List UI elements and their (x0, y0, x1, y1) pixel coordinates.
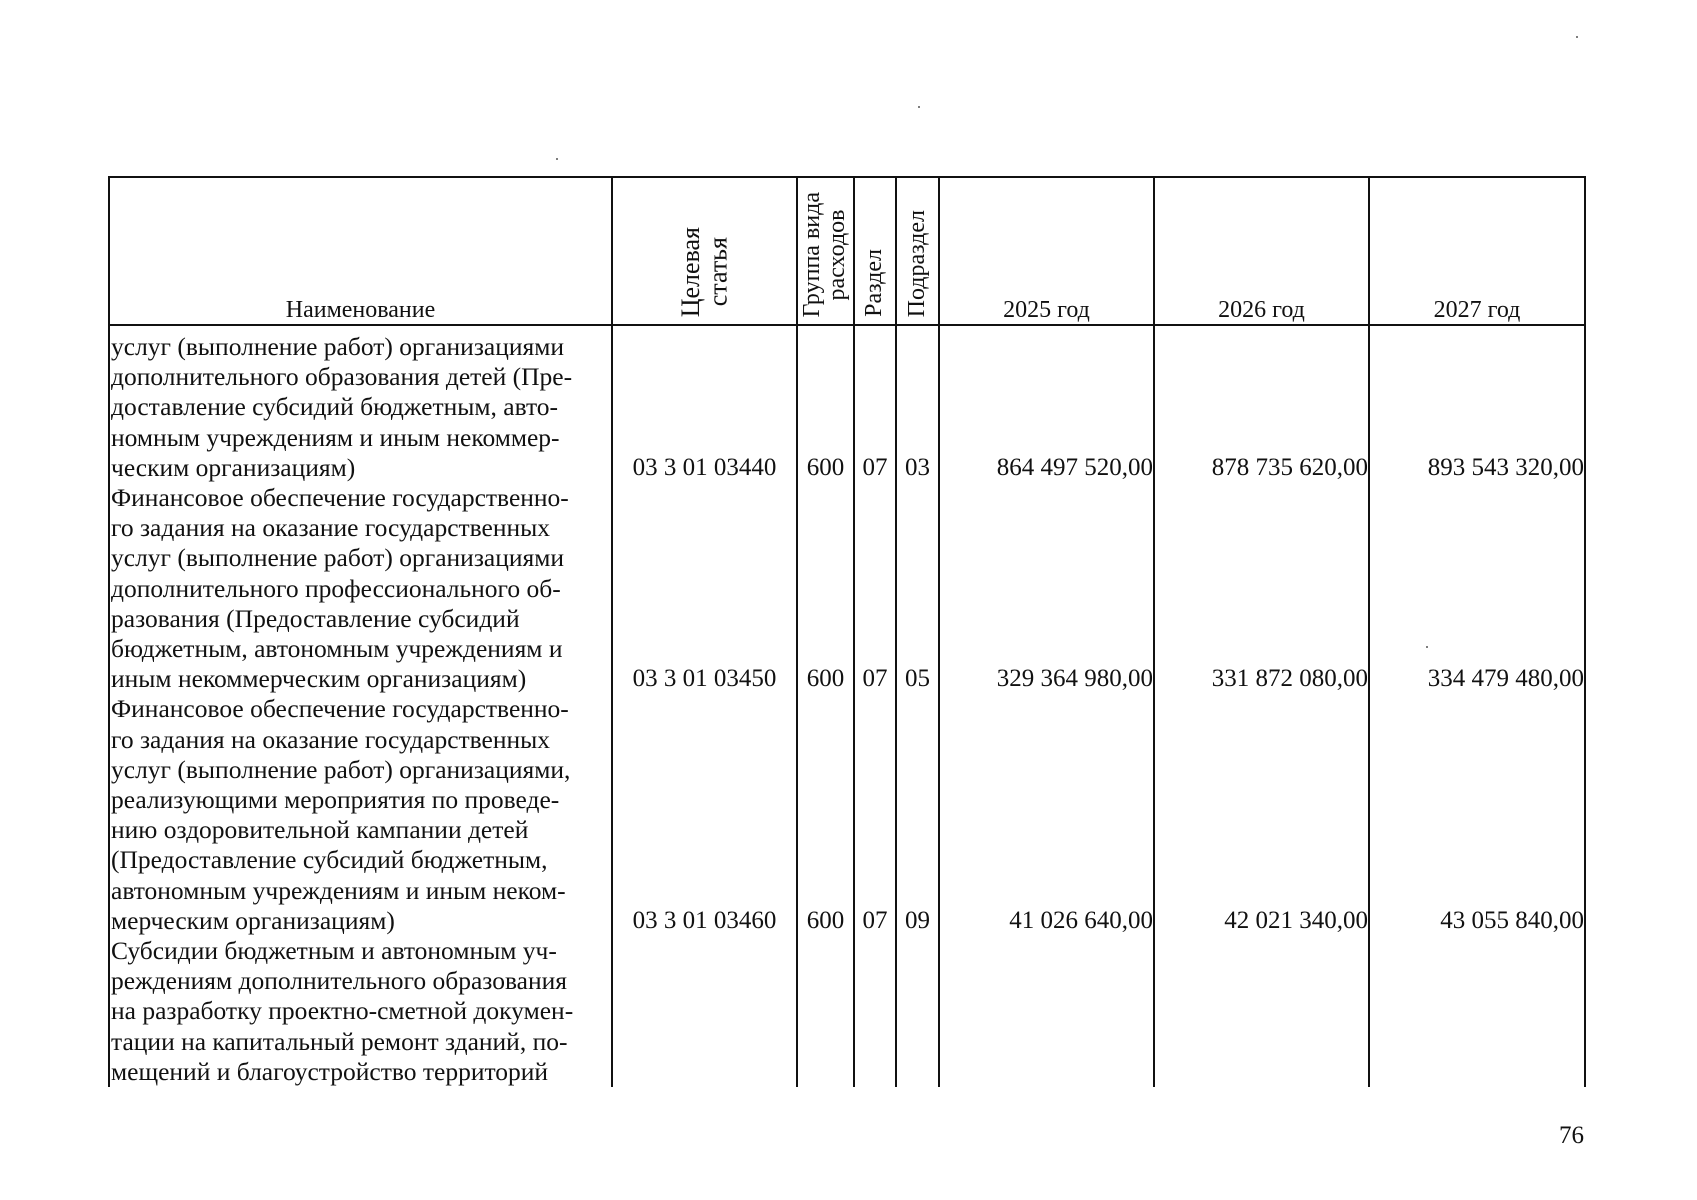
cell-section: 07 (854, 694, 896, 936)
name-line: Финансовое обеспечение государственно- (111, 483, 569, 513)
name-line: разования (Предоставление субсидий (111, 603, 520, 633)
header-expense-group (797, 177, 854, 325)
header-section: Раздел (854, 177, 896, 325)
name-line: услуг (выполнение работ) организациями (111, 543, 565, 573)
header-target-article (612, 177, 797, 325)
cell-expense-group: 600 (797, 483, 854, 694)
header-name: Наименование (109, 177, 612, 325)
cell-expense-group: 600 (797, 694, 854, 936)
header-subsection: Подраздел (896, 177, 939, 325)
name-line: го задания на оказание государственных (111, 513, 551, 543)
budget-table (108, 176, 1586, 1087)
table-body (109, 325, 1585, 1087)
name-line: Субсидии бюджетным и автономным уч- (111, 936, 557, 966)
scan-speck (1576, 36, 1578, 38)
name-line: услуг (выполнение работ) организациями, (111, 754, 571, 784)
name-line: дополнительного профессионального об- (111, 573, 561, 603)
cell-section (854, 936, 896, 1087)
name-line: реждениям дополнительного образования (111, 966, 567, 996)
name-line: автономным учреждениям и иным неком- (111, 875, 566, 905)
name-line: Финансовое обеспечение государственно- (111, 694, 569, 724)
table-row (109, 936, 1585, 1087)
cell-year-2026: 331 872 080,00 (1154, 483, 1369, 694)
cell-year-2027: 334 479 480,00 (1369, 483, 1585, 694)
cell-name (109, 483, 612, 694)
name-line: нию оздоровительной кампании детей (111, 815, 529, 845)
name-line: (Предоставление субсидий бюджетным, (111, 845, 548, 875)
cell-subsection (896, 936, 939, 1087)
header-year-2026: 2026 год (1154, 177, 1369, 325)
scan-speck (918, 106, 920, 108)
cell-section: 07 (854, 483, 896, 694)
cell-year-2027: 43 055 840,00 (1369, 694, 1585, 936)
cell-expense-group (797, 936, 854, 1087)
scan-speck (556, 158, 558, 160)
cell-year-2025: 41 026 640,00 (939, 694, 1154, 936)
page-number: 76 (1559, 1122, 1584, 1149)
name-line: доставление субсидий бюджетным, авто- (111, 392, 559, 422)
name-line: на разработку проектно-сметной докумен- (111, 996, 574, 1026)
cell-section: 07 (854, 332, 896, 483)
header-year-2027: 2027 год (1369, 177, 1585, 325)
header-target-article-label: Целевая статья (676, 226, 733, 317)
cell-target-article (612, 936, 797, 1087)
cell-year-2026 (1154, 936, 1369, 1087)
name-line: тации на капитальный ремонт зданий, по- (111, 1026, 568, 1056)
cell-year-2027: 893 543 320,00 (1369, 332, 1585, 483)
name-line: бюджетным, автономным учреждениям и (111, 634, 563, 664)
name-line: го задания на оказание государственных (111, 724, 551, 754)
cell-year-2026: 42 021 340,00 (1154, 694, 1369, 936)
table-row (109, 332, 1585, 483)
cell-year-2025: 864 497 520,00 (939, 332, 1154, 483)
table-row (109, 483, 1585, 694)
name-line: ческим организациям) (111, 452, 356, 482)
name-line: дополнительного образования детей (Пре- (111, 362, 573, 392)
header-expense-group-label: Группа вида расходов (799, 191, 851, 317)
cell-year-2025: 329 364 980,00 (939, 483, 1154, 694)
cell-year-2026: 878 735 620,00 (1154, 332, 1369, 483)
name-line: услуг (выполнение работ) организациями (111, 332, 565, 361)
cell-target-article: 03 3 01 03440 (612, 332, 797, 483)
name-line: иным некоммерческим организациям) (111, 664, 527, 694)
cell-target-article: 03 3 01 03450 (612, 483, 797, 694)
cell-expense-group: 600 (797, 332, 854, 483)
table-header-row (109, 177, 1585, 325)
cell-name (109, 694, 612, 936)
cell-subsection: 05 (896, 483, 939, 694)
table-spacer-row (109, 325, 1585, 332)
cell-target-article: 03 3 01 03460 (612, 694, 797, 936)
cell-subsection: 03 (896, 332, 939, 483)
name-line: мещений и благоустройство территорий (111, 1056, 549, 1086)
header-year-2025: 2025 год (939, 177, 1154, 325)
cell-subsection: 09 (896, 694, 939, 936)
name-line: номным учреждениям и иным некоммер- (111, 422, 560, 452)
cell-year-2025 (939, 936, 1154, 1087)
table-row (109, 694, 1585, 936)
name-line: мерческим организациям) (111, 905, 395, 935)
cell-name (109, 936, 612, 1087)
name-line: реализующими мероприятия по проведе- (111, 785, 560, 815)
cell-year-2027 (1369, 936, 1585, 1087)
cell-name (109, 332, 612, 483)
